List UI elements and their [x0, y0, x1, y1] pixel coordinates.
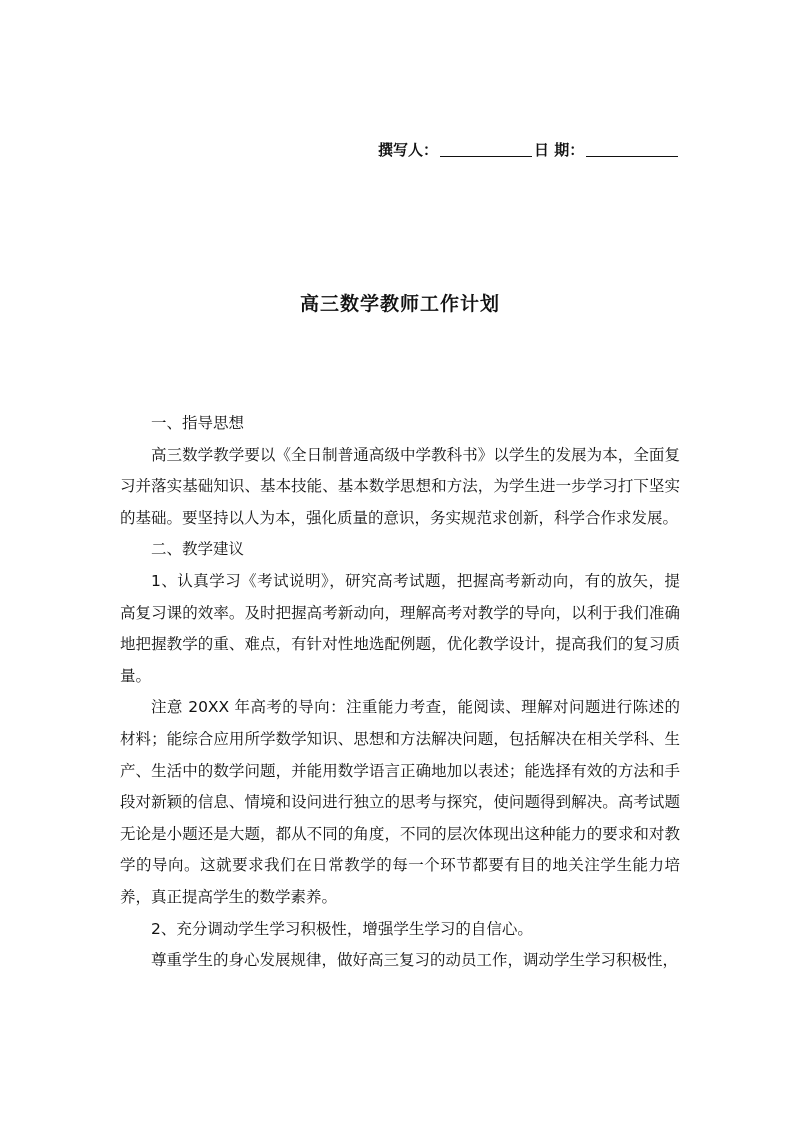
- section-heading-teaching-suggestions: 二、教学建议: [151, 540, 245, 559]
- author-date-line: [378, 138, 688, 162]
- paragraph-exam-guidance: 注意 20XX 年高考的导向：注重能力考查，能阅读、理解对问题进行陈述的材料；能综合应用所学数学知识、思想和方法解决问题，包括解决在相关学科、生产、生活中的数学问题，并能用数学语言正确地加以表述；能选择有效的方法和手段对新颖的信息、情境和设问进行独立的思考与探究，使问题得到解决。高考试题无论是小题还是大题，都从不同的角度，不同的层次体现出这种能力的要求和对教学的导向。这就要求我们在日常教学的每一个环节都要有目的地关注学生能力培养，真正提高学生的数学素养。: [120, 698, 680, 906]
- date-blank-field: [586, 140, 678, 157]
- document-title: 高三数学教师工作计划: [299, 293, 500, 315]
- section-heading-guiding-ideology: 一、指导思想: [151, 414, 245, 432]
- date-label: 日 期：: [534, 141, 585, 159]
- paragraph-respect-students: 尊重学生的身心发展规律，做好高三复习的动员工作，调动学生学习积极性，: [151, 951, 679, 970]
- paragraph-suggestion-2: 2、充分调动学生学习积极性，增强学生学习的自信心。: [151, 919, 533, 938]
- author-blank-field: [440, 140, 532, 157]
- document-body: [120, 408, 680, 977]
- author-label: 撰写人：: [378, 141, 439, 159]
- paragraph-guiding-ideology: 高三数学教学要以《全日制普通高级中学教科书》以学生的发展为本，全面复习并落实基础知识、基本技能、基本数学思想和方法，为学生进一步学习打下坚实的基础。要坚持以人为本，强化质量的意识，务实规范求创新，科学合作求发展。: [120, 445, 680, 527]
- paragraph-suggestion-1: 1、认真学习《考试说明》，研究高考试题，把握高考新动向，有的放矢，提高复习课的效率。及时把握高考新动向，理解高考对教学的导向，以利于我们准确地把握教学的重、难点，有针对性地选配例题，优化教学设计，提高我们的复习质量。: [120, 571, 680, 685]
